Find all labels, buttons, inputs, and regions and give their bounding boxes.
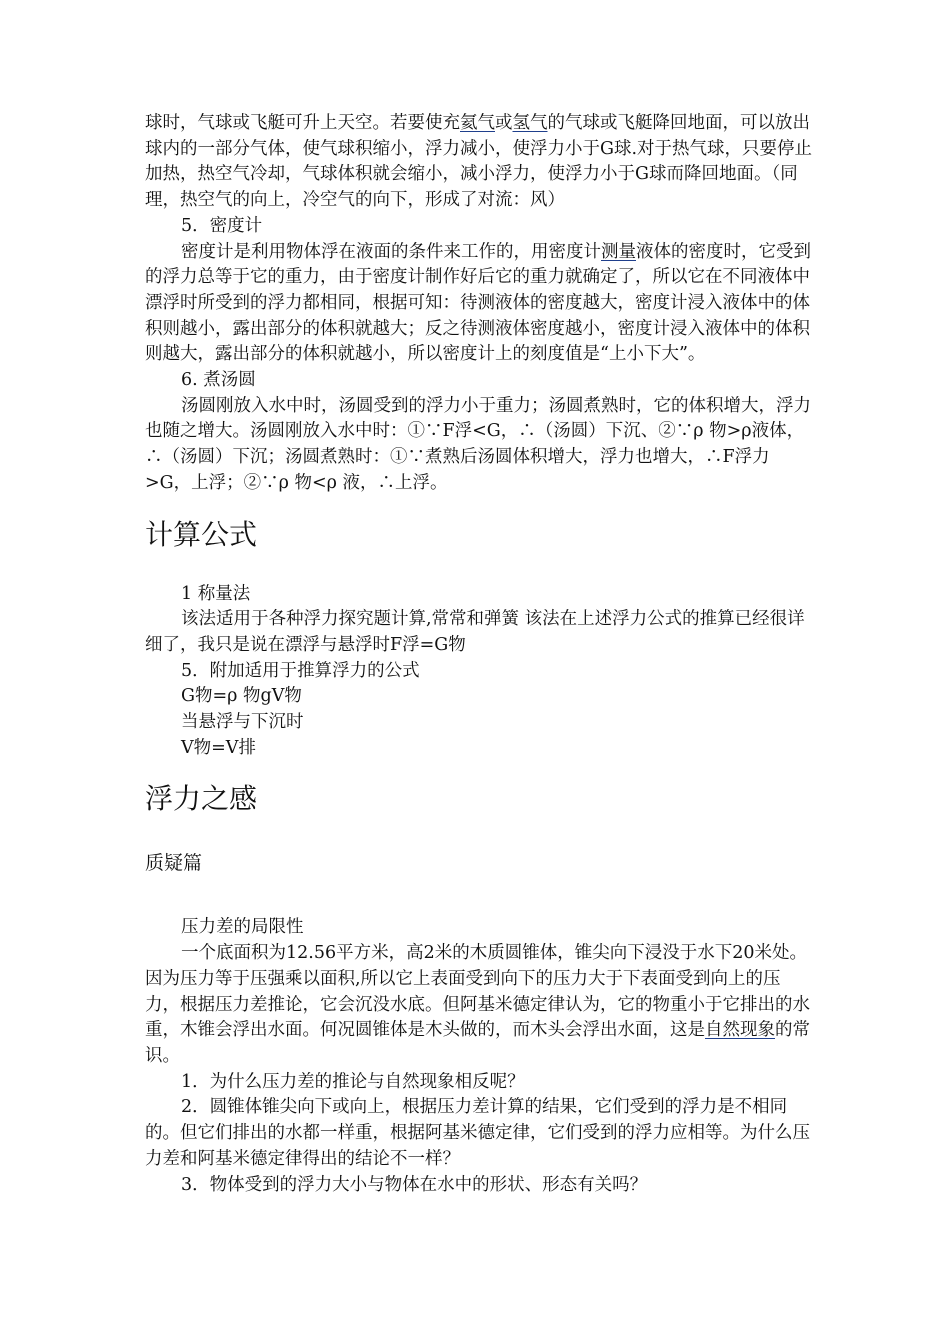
heading-formulas: 计算公式 [145, 517, 258, 551]
paragraph-hydrometer [145, 240, 813, 369]
section-5-title: 5．密度计 [181, 215, 263, 236]
question-3: 3．物体受到的浮力大小与物体在水中的形状、形态有关吗？ [181, 1174, 648, 1195]
question-2: 2．圆锥体锥尖向下或向上，根据压力差计算的结果，它们受到的浮力是不相同的。但它们排出的水都一样重，根据阿基米德定律，它们受到的浮力应相等。为什么压力差和阿基米德定律得出的结论不一样？ [145, 1097, 810, 1169]
hydrogen-link[interactable]: 氢气 [512, 113, 548, 133]
formula-paragraph: 该法适用于各种浮力探究题计算,常常和弹簧 该法在上述浮力公式的推算已经很详细了，我只是说在漂浮与悬浮时F浮=G物 [145, 609, 805, 655]
document-page [145, 111, 813, 1198]
text-run: 一个底面积为12.56平方米，高2米的木质圆锥体，锥尖向下浸没于水下20米处。因为压力等于压强乘以面积,所以它上表面受到向下的压力大于下表面受到向上的压力，根据压力差推论，它会沉没水底。但阿基米德定律认为，它的物重小于它排出的水重，木锥会浮出水面。何况圆锥体是木头做的，而木头会浮出水面，这是 [145, 943, 810, 1041]
text-run: 球时，气球或飞艇可升上天空。若要使充 [145, 113, 460, 133]
formula-condition: 当悬浮与下沉时 [181, 712, 304, 733]
text-run: 的常识。 [145, 1020, 810, 1066]
text-run: 密度计是利用物体浮在液面的条件来工作的，用密度计 [181, 241, 601, 262]
paragraph-balloon [145, 111, 813, 214]
paragraph-dumplings: 汤圆刚放入水中时，汤圆受到的浮力小于重力；汤圆煮熟时，它的体积增大，浮力也随之增大。汤圆刚放入水中时：①∵F浮<G，∴（汤圆）下沉、②∵ρ 物>ρ液体，∴（汤圆）下沉；汤圆煮熟时：①∵煮熟后汤圆体积增大，浮力也增大，∴F浮力>G，上浮；②∵ρ 物<ρ 液，∴上浮。 [145, 395, 811, 493]
paragraph-cone [145, 941, 813, 1070]
section-6-title: 6. 煮汤圆 [181, 370, 256, 391]
heading-buoyancy-feel: 浮力之感 [145, 782, 258, 816]
text-run: 的气球或飞艇降回地面，可以放出球内的一部分气体，使气球积缩小，浮力减小，使浮力小于G球.对于热气球，只要停止加热，热空气冷却，气球体积就会缩小，减小浮力，使浮力小于G球而降回地面。（同理，热空气的向上，冷空气的向下，形成了对流：风） [145, 113, 813, 211]
formula-volume: V物=V排 [181, 737, 256, 758]
doubt-title: 压力差的局限性 [181, 917, 304, 938]
measure-link[interactable]: 测量 [601, 241, 636, 262]
natural-phenomenon-link[interactable]: 自然现象 [705, 1020, 775, 1041]
helium-link[interactable]: 氦气 [460, 113, 495, 133]
question-1: 1．为什么压力差的推论与自然现象相反呢？ [181, 1071, 525, 1092]
text-run: 或 [495, 113, 513, 133]
subheading-doubts: 质疑篇 [145, 852, 203, 875]
formula-item-5: 5．附加适用于推算浮力的公式 [181, 660, 420, 681]
formula-gravity: G物=ρ 物gV物 [181, 686, 302, 707]
text-run: 液体的密度时，它受到的浮力总等于它的重力，由于密度计制作好后它的重力就确定了，所以它在不同液体中漂浮时所受到的浮力都相同，根据可知：待测液体的密度越大，密度计浸入液体中的体积则越小，露出部分的体积就越大；反之待测液体密度越小，密度计浸入液体中的体积则越大，露出部分的体积就越小，所以密度计上的刻度值是“上小下大”。 [145, 241, 811, 365]
formula-item-1: 1 称量法 [181, 583, 251, 604]
